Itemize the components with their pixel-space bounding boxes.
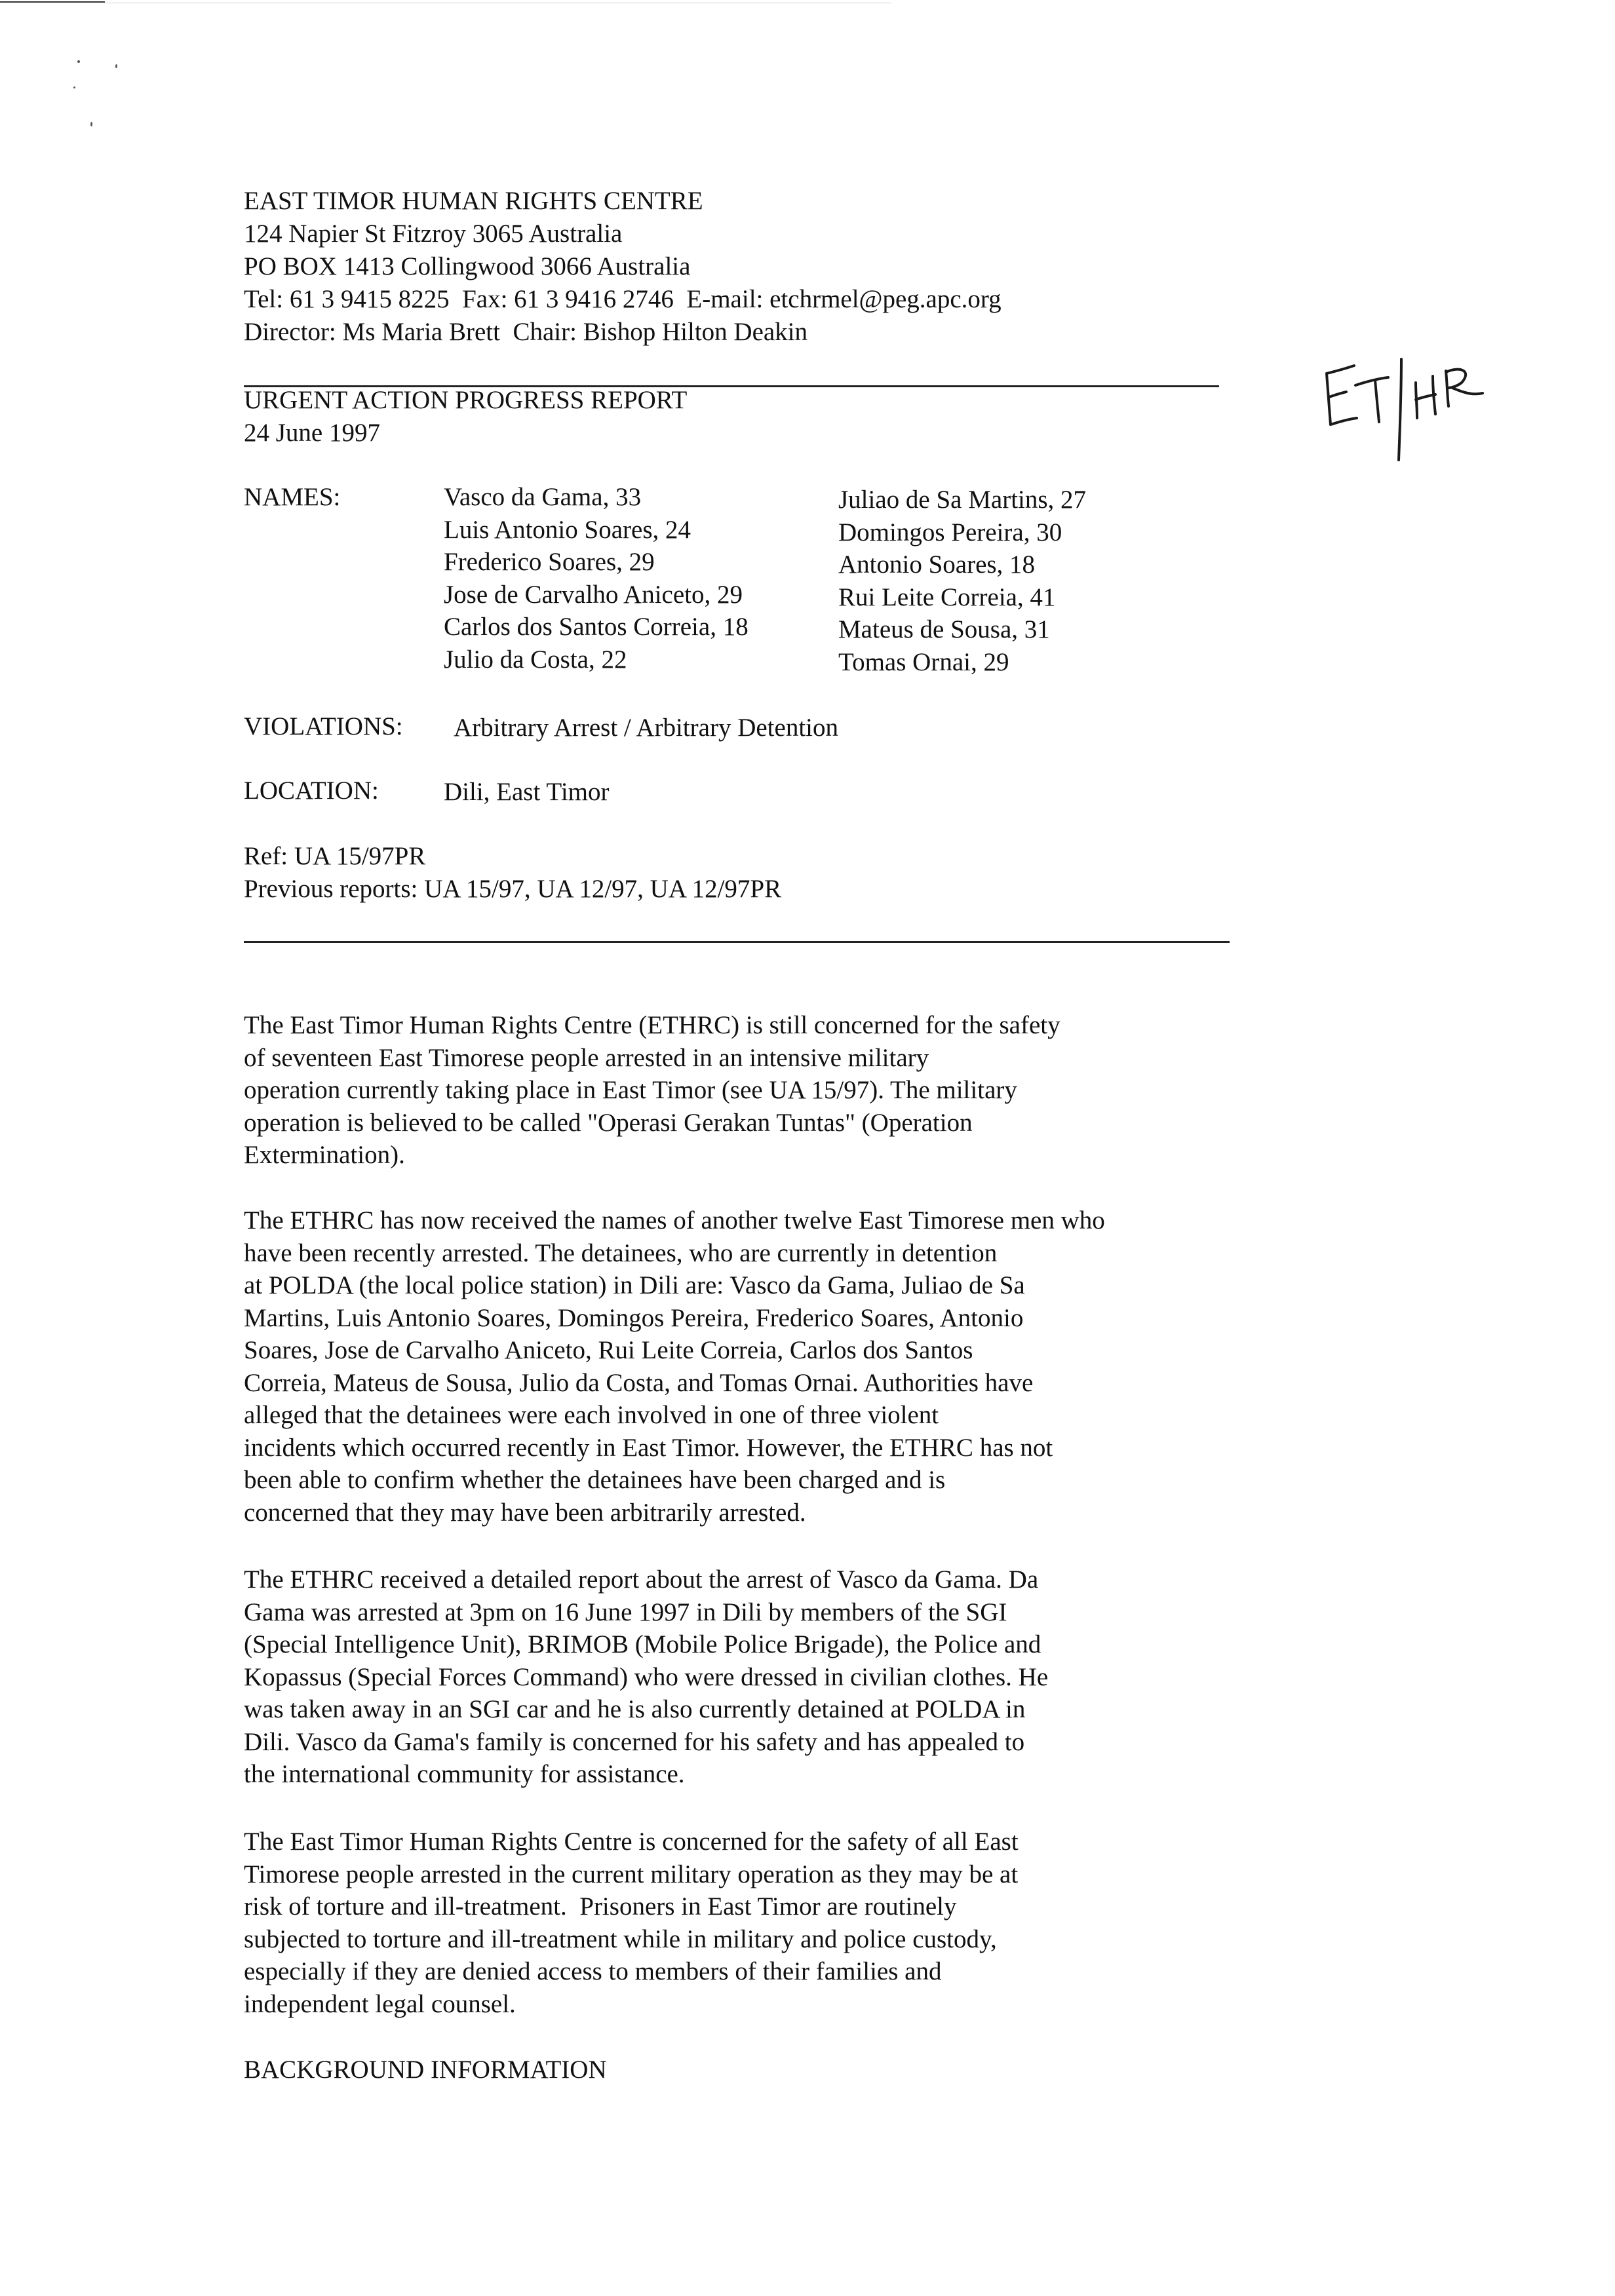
- scan-speck: [90, 122, 92, 126]
- paragraph-line: The ETHRC received a detailed report about the arrest of Vasco da Gama. Da: [244, 1565, 1039, 1594]
- detainee-name: Jose de Carvalho Aniceto, 29: [444, 580, 743, 609]
- paragraph-line: the international community for assistance.: [244, 1760, 685, 1788]
- director-chair-line: Director: Ms Maria Brett Chair: Bishop Hilton Deakin: [244, 318, 808, 346]
- paragraph-line: operation currently taking place in East Timor (see UA 15/97). The military: [244, 1076, 1017, 1104]
- detainee-name: Luis Antonio Soares, 24: [444, 515, 691, 544]
- detainee-name: Antonio Soares, 18: [838, 550, 1036, 579]
- detainee-name: Frederico Soares, 29: [444, 548, 655, 576]
- names-label: NAMES:: [244, 483, 341, 511]
- paragraph-line: subjected to torture and ill-treatment while in military and police custody,: [244, 1924, 997, 1953]
- detainee-name: Mateus de Sousa, 31: [838, 615, 1050, 643]
- paragraph-line: risk of torture and ill-treatment. Prisoners in East Timor are routinely: [244, 1892, 957, 1921]
- references: [244, 840, 781, 906]
- paragraph-line: (Special Intelligence Unit), BRIMOB (Mobile Police Brigade), the Police and: [244, 1630, 1041, 1658]
- violations-value: Arbitrary Arrest / Arbitrary Detention: [454, 714, 838, 742]
- report-heading: [244, 384, 687, 450]
- names-left-column: [444, 481, 749, 676]
- paragraph-line: concerned that they may have been arbitrarily arrested.: [244, 1498, 806, 1527]
- scan-speck: [77, 60, 80, 63]
- detainee-name: Rui Leite Correia, 41: [838, 583, 1056, 611]
- location-value: Dili, East Timor: [444, 778, 610, 806]
- body-paragraph-3: [244, 1563, 1214, 1791]
- org-name: EAST TIMOR HUMAN RIGHTS CENTRE: [244, 187, 703, 215]
- detainee-name: Tomas Ornai, 29: [838, 647, 1009, 676]
- body-paragraph-4: [244, 1826, 1214, 2020]
- background-heading: BACKGROUND INFORMATION: [244, 2056, 607, 2084]
- detainee-name: Carlos dos Santos Correia, 18: [444, 613, 749, 641]
- paragraph-line: was taken away in an SGI car and he is also currently detained at POLDA in: [244, 1695, 1026, 1723]
- handwritten-annotation-icon: [1317, 354, 1488, 465]
- paragraph-line: operation is believed to be called "Operasi Gerakan Tuntas" (Operation: [244, 1108, 973, 1137]
- body-paragraph-1: [244, 1009, 1214, 1172]
- street-address: 124 Napier St Fitzroy 3065 Australia: [244, 220, 623, 248]
- scan-edge-mark: [0, 1, 105, 3]
- paragraph-line: Kopassus (Special Forces Command) who were dressed in civilian clothes. He: [244, 1662, 1049, 1691]
- paragraph-line: have been recently arrested. The detainees, who are currently in detention: [244, 1238, 998, 1267]
- letterhead: [244, 185, 1002, 349]
- detainee-name: Juliao de Sa Martins, 27: [838, 486, 1087, 514]
- detainee-name: Julio da Costa, 22: [444, 645, 627, 674]
- paragraph-line: Extermination).: [244, 1141, 405, 1169]
- body-paragraph-2: [244, 1204, 1214, 1529]
- paragraph-line: Dili. Vasco da Gama's family is concerned for his safety and has appealed to: [244, 1727, 1025, 1756]
- paragraph-line: Martins, Luis Antonio Soares, Domingos Pereira, Frederico Soares, Antonio: [244, 1303, 1024, 1332]
- paragraph-line: incidents which occurred recently in East Timor. However, the ETHRC has not: [244, 1433, 1053, 1462]
- refs-divider: [244, 941, 1230, 943]
- paragraph-line: Gama was arrested at 3pm on 16 June 1997 in Dili by members of the SGI: [244, 1598, 1007, 1626]
- paragraph-line: especially if they are denied access to members of their families and: [244, 1957, 942, 1985]
- paragraph-line: Timorese people arrested in the current military operation as they may be at: [244, 1860, 1019, 1888]
- contact-line: Tel: 61 3 9415 8225 Fax: 61 3 9416 2746 E-mail: etchrmel@peg.apc.org: [244, 285, 1002, 313]
- paragraph-line: The ETHRC has now received the names of another twelve East Timorese men who: [244, 1206, 1105, 1234]
- paragraph-line: independent legal counsel.: [244, 1989, 516, 2018]
- names-right-column: [838, 484, 1086, 678]
- report-title: URGENT ACTION PROGRESS REPORT: [244, 386, 688, 414]
- reference-number: Ref: UA 15/97PR: [244, 842, 426, 870]
- report-date: 24 June 1997: [244, 419, 380, 447]
- previous-reports: Previous reports: UA 15/97, UA 12/97, UA 12/97PR: [244, 875, 782, 903]
- paragraph-line: The East Timor Human Rights Centre (ETHRC) is still concerned for the safety: [244, 1011, 1060, 1039]
- paragraph-line: alleged that the detainees were each involved in one of three violent: [244, 1401, 939, 1429]
- postal-address: PO BOX 1413 Collingwood 3066 Australia: [244, 252, 691, 280]
- scan-speck: [115, 64, 117, 68]
- paragraph-line: of seventeen East Timorese people arrested in an intensive military: [244, 1043, 929, 1072]
- paragraph-line: The East Timor Human Rights Centre is concerned for the safety of all East: [244, 1827, 1019, 1856]
- detainee-name: Domingos Pereira, 30: [838, 518, 1062, 546]
- violations-label: VIOLATIONS:: [244, 712, 403, 740]
- paragraph-line: Soares, Jose de Carvalho Aniceto, Rui Leite Correia, Carlos dos Santos: [244, 1336, 973, 1364]
- location-label: LOCATION:: [244, 776, 379, 805]
- detainee-name: Vasco da Gama, 33: [444, 483, 642, 511]
- paragraph-line: Correia, Mateus de Sousa, Julio da Costa, and Tomas Ornai. Authorities have: [244, 1368, 1034, 1397]
- paragraph-line: at POLDA (the local police station) in Dili are: Vasco da Gama, Juliao de Sa: [244, 1271, 1025, 1299]
- paragraph-line: been able to confirm whether the detainees have been charged and is: [244, 1466, 946, 1494]
- scan-speck: [73, 86, 75, 88]
